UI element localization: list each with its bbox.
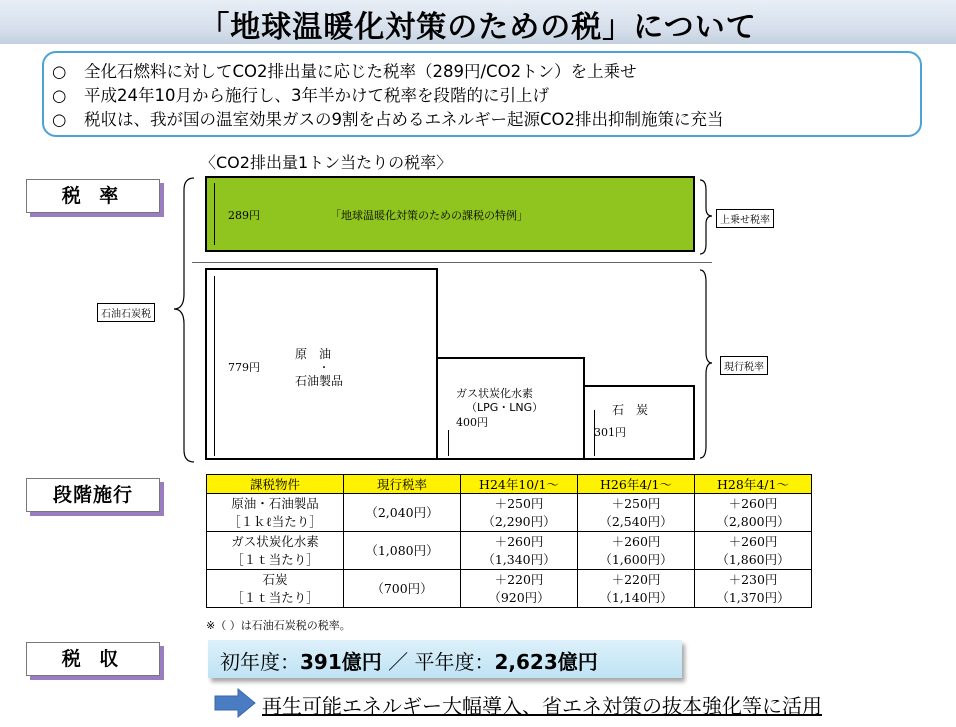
table-cell: ＋250円 （2,290円） bbox=[461, 494, 578, 532]
bar-coal bbox=[583, 385, 695, 460]
table-cell: 石炭 ［１ｔ当たり］ bbox=[207, 570, 344, 608]
table-header: H26年4/1～ bbox=[578, 475, 695, 494]
table-cell: 原油・石油製品 ［１ｋℓ当たり］ bbox=[207, 494, 344, 532]
table-cell: ＋250円 （2,540円） bbox=[578, 494, 695, 532]
bar-value-label: 400円 bbox=[456, 416, 488, 429]
bar-name-label: 石 炭 bbox=[612, 403, 649, 417]
brace-label-surcharge: 上乗せ税率 bbox=[716, 209, 774, 228]
right-arrow-icon bbox=[214, 688, 256, 718]
table-cell: ＋220円 （1,140円） bbox=[578, 570, 695, 608]
table-cell: （2,040円） bbox=[344, 494, 461, 532]
table-cell: ＋260円 （1,600円） bbox=[578, 532, 695, 570]
table-header: 現行税率 bbox=[344, 475, 461, 494]
table-cell: ＋260円 （1,340円） bbox=[461, 532, 578, 570]
surcharge-height-line bbox=[214, 183, 215, 245]
bar-name-label: （LPG・LNG） bbox=[466, 401, 544, 414]
bullet-icon: ○ bbox=[52, 86, 67, 105]
summary-line: ○ 税収は、我が国の温室効果ガスの9割を占めるエネルギー起源CO2排出抑制施策に充当 bbox=[52, 110, 724, 129]
table-header-row bbox=[207, 475, 812, 494]
right-brace-icon bbox=[698, 268, 718, 462]
chart-separator bbox=[192, 262, 712, 263]
right-brace-icon bbox=[698, 178, 718, 258]
table-header: H24年10/1～ bbox=[461, 475, 578, 494]
page-title: 「地球温暖化対策のための税」について bbox=[199, 10, 757, 45]
bar-name-dot: ・ bbox=[319, 363, 329, 374]
summary-line: ○ 全化石燃料に対してCO2排出量に応じた税率（289円/CO2トン）を上乗せ bbox=[52, 62, 637, 81]
summary-box bbox=[42, 51, 922, 137]
brace-label-current: 現行税率 bbox=[720, 356, 768, 375]
table-cell: ＋220円 （920円） bbox=[461, 570, 578, 608]
table-header: H28年4/1～ bbox=[695, 475, 812, 494]
table-cell: ＋230円 （1,370円） bbox=[695, 570, 812, 608]
chart-caption: 〈CO2排出量1トン当たりの税率〉 bbox=[200, 153, 453, 172]
surcharge-bar-text: 「地球温暖化対策のための課税の特例」 bbox=[330, 209, 528, 222]
table-cell: （700円） bbox=[344, 570, 461, 608]
bullet-icon: ○ bbox=[52, 110, 67, 129]
table-cell: ＋260円 （2,800円） bbox=[695, 494, 812, 532]
table-cell: ガス状炭化水素 ［１ｔ当たり］ bbox=[207, 532, 344, 570]
bar-name-label: 原 油 bbox=[295, 347, 332, 361]
surcharge-value-label: 289円 bbox=[228, 209, 260, 222]
bar-value-label: 301円 bbox=[594, 426, 626, 439]
summary-line: ○ 平成24年10月から施行し、3年半かけて税率を段階的に引上げ bbox=[52, 86, 549, 105]
table-footnote: ※（ ）は石油石炭税の税率。 bbox=[206, 619, 351, 632]
bullet-icon: ○ bbox=[52, 62, 67, 81]
phase-table bbox=[206, 474, 812, 608]
table-header: 課税物件 bbox=[207, 475, 344, 494]
table-row bbox=[207, 494, 812, 532]
conclusion-text: 再生可能エネルギー大幅導入、省エネ対策の抜本強化等に活用 bbox=[262, 694, 822, 718]
section-label-phased: 段階施行 bbox=[26, 478, 160, 512]
left-brace-icon bbox=[170, 176, 200, 466]
section-label-revenue: 税 収 bbox=[26, 642, 160, 676]
gas-height-line bbox=[448, 430, 449, 456]
bar-name-label: ガス状炭化水素 bbox=[456, 387, 533, 400]
revenue-text: 初年度：391億円 ／ 平年度：2,623億円 bbox=[220, 650, 598, 674]
crude-height-line bbox=[214, 276, 215, 456]
table-row bbox=[207, 532, 812, 570]
table-row bbox=[207, 570, 812, 608]
bar-name-label: 石油製品 bbox=[295, 374, 344, 388]
bar-value-label: 779円 bbox=[228, 361, 260, 374]
section-label-tax-rate: 税 率 bbox=[26, 179, 160, 213]
table-cell: （1,080円） bbox=[344, 532, 461, 570]
brace-label-sekiyu: 石油石炭税 bbox=[97, 303, 155, 322]
table-cell: ＋260円 （1,860円） bbox=[695, 532, 812, 570]
